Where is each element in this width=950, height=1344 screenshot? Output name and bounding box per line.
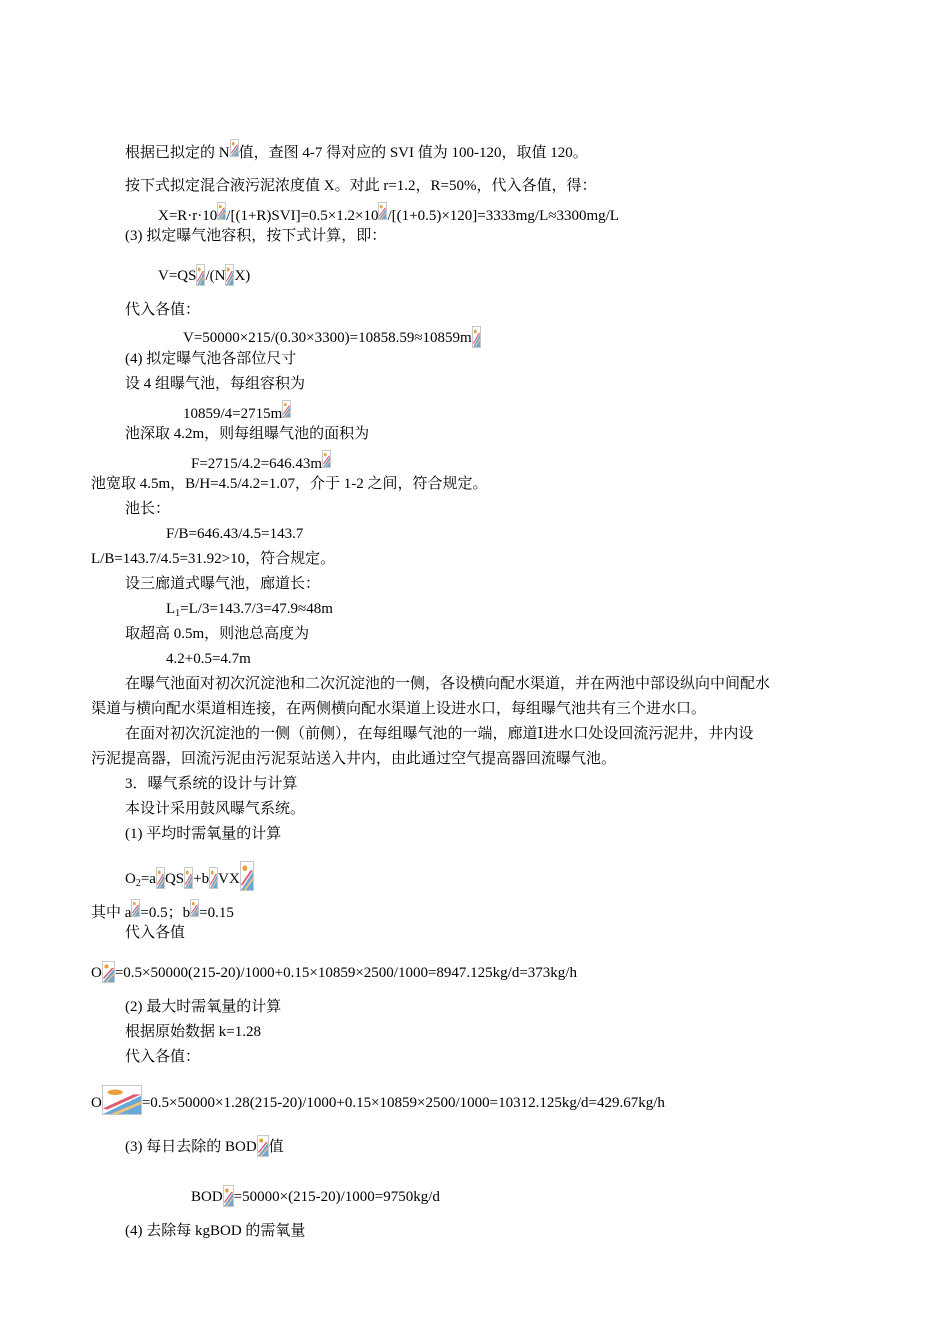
- text: 设 4 组曝气池，每组容积为: [125, 376, 306, 392]
- line-11: [125, 425, 369, 443]
- line-37: [191, 1185, 440, 1207]
- text: 设三廊道式曝气池，廊道长：: [125, 576, 321, 592]
- text: =0.5；b: [140, 905, 191, 921]
- text: (3) 每日去除的 BOD: [125, 1139, 257, 1155]
- broken-image-icon: [257, 1135, 269, 1157]
- broken-image-icon: [131, 899, 140, 917]
- subscript: 1: [175, 608, 181, 619]
- text: 4.2+0.5=4.7m: [166, 651, 251, 667]
- text: 3．曝气系统的设计与计算: [125, 776, 298, 792]
- line-27: [125, 825, 281, 843]
- line-8: [125, 350, 296, 368]
- text: L/B=143.7/4.5=31.92>10，符合规定。: [91, 551, 336, 567]
- text: 根据已拟定的 N: [125, 145, 230, 161]
- line-30: [125, 924, 185, 942]
- line-14: [125, 500, 170, 518]
- line-26: [125, 800, 305, 818]
- broken-image-icon: [102, 961, 115, 983]
- text: QS: [164, 871, 185, 887]
- line-4: [125, 227, 386, 245]
- text: F=2715/4.2=646.43m: [191, 456, 323, 472]
- text: 值: [268, 1139, 284, 1155]
- text: O: [91, 965, 102, 981]
- broken-image-icon: [217, 202, 226, 220]
- line-6: [125, 301, 200, 319]
- broken-image-icon: [102, 1085, 142, 1115]
- text: 10859/4=2715m: [183, 406, 283, 422]
- text: (4) 去除每 kgBOD 的需氧量: [125, 1223, 306, 1239]
- broken-image-icon: [230, 139, 239, 157]
- text: (2) 最大时需氧量的计算: [125, 999, 282, 1015]
- broken-image-icon: [378, 202, 387, 220]
- broken-image-icon: [225, 264, 234, 286]
- text: 代入各值: [125, 925, 186, 941]
- text: =a: [140, 871, 156, 887]
- line-32: [125, 998, 281, 1016]
- subscript: 2: [135, 878, 141, 889]
- broken-image-icon: [472, 326, 481, 348]
- text: O: [125, 871, 136, 887]
- line-25: [125, 775, 298, 793]
- text: L: [166, 601, 176, 617]
- text: =L/3=143.7/3=47.9≈48m: [180, 601, 333, 617]
- text: 在曝气池面对初次沉淀池和二次沉淀池的一侧，各设横向配水渠道，并在两池中部设纵向中间配水: [125, 676, 771, 692]
- line-38: [125, 1222, 305, 1240]
- text: +b: [193, 871, 210, 887]
- text: V=QS: [158, 268, 197, 284]
- line-7: [183, 326, 481, 348]
- line-16: [91, 550, 335, 568]
- line-1: [125, 139, 588, 162]
- text: 在面对初次沉淀池的一侧（前侧），在每组曝气池的一端，廊道Ⅰ进水口处设回流污泥井，井内设: [125, 726, 754, 742]
- line-22: [91, 700, 706, 718]
- line-36: [125, 1135, 284, 1157]
- broken-image-icon: [282, 400, 291, 418]
- text: F/B=646.43/4.5=143.7: [166, 526, 304, 542]
- text: 根据原始数据 k=1.28: [125, 1024, 261, 1040]
- text: X=R·r·10: [158, 208, 218, 224]
- line-2: [125, 177, 597, 195]
- broken-image-icon: [190, 899, 199, 917]
- broken-image-icon: [322, 450, 331, 468]
- line-15: [166, 525, 303, 543]
- text: 本设计采用鼓风曝气系统。: [125, 801, 306, 817]
- line-28: [125, 861, 254, 893]
- text: BOD: [191, 1189, 223, 1205]
- line-9: [125, 375, 305, 393]
- line-20: [166, 650, 251, 668]
- line-21: [125, 675, 770, 693]
- text: (4) 拟定曝气池各部位尺寸: [125, 351, 297, 367]
- broken-image-icon: [196, 264, 205, 286]
- line-31: [91, 961, 577, 983]
- broken-image-icon: [184, 867, 193, 889]
- text: 池长：: [125, 501, 171, 517]
- text: VX: [218, 871, 240, 887]
- text: /(N: [205, 268, 226, 284]
- line-33: [125, 1023, 261, 1041]
- text: /[(1+0.5)×120]=3333mg/L≈3300mg/L: [387, 208, 619, 224]
- text: =0.5×50000(215-20)/1000+0.15×10859×2500/1000=8947.125kg/d=373kg/h: [114, 965, 577, 981]
- line-29: [91, 899, 234, 922]
- line-13: [91, 475, 488, 493]
- line-17: [125, 575, 320, 593]
- broken-image-icon: [223, 1185, 234, 1207]
- broken-image-icon: [209, 867, 218, 889]
- text: 池宽取 4.5m，B/H=4.5/4.2=1.07，介于 1-2 之间，符合规定。: [91, 476, 488, 492]
- text: /[(1+R)SVI]=0.5×1.2×10: [226, 208, 379, 224]
- text: (1) 平均时需氧量的计算: [125, 826, 282, 842]
- line-3: [158, 202, 619, 225]
- text: 代入各值：: [125, 302, 201, 318]
- line-19: [125, 625, 309, 643]
- text: V=50000×215/(0.30×3300)=10858.59≈10859m: [183, 330, 472, 346]
- line-24: [91, 750, 616, 768]
- line-35: [91, 1085, 665, 1115]
- line-18: [166, 600, 333, 623]
- text: 代入各值：: [125, 1049, 201, 1065]
- text: X): [234, 268, 251, 284]
- text: =50000×(215-20)/1000=9750kg/d: [233, 1189, 440, 1205]
- text: 按下式拟定混合液污泥浓度值 X。对此 r=1.2，R=50%，代入各值，得：: [125, 178, 597, 194]
- text: 其中 a: [91, 905, 132, 921]
- broken-image-icon: [240, 861, 254, 891]
- text: 取超高 0.5m，则池总高度为: [125, 626, 310, 642]
- line-10: [183, 400, 291, 423]
- text: (3) 拟定曝气池容积，按下式计算，即：: [125, 228, 387, 244]
- line-12: [191, 450, 331, 473]
- text: =0.15: [199, 905, 234, 921]
- text: 污泥提高器，回流污泥由污泥泵站送入井内，由此通过空气提高器回流曝气池。: [91, 751, 617, 767]
- line-34: [125, 1048, 200, 1066]
- text: 值，查图 4-7 得对应的 SVI 值为 100-120，取值 120。: [238, 145, 588, 161]
- text: 池深取 4.2m，则每组曝气池的面积为: [125, 426, 370, 442]
- text: =0.5×50000×1.28(215-20)/1000+0.15×10859×2500/1000=10312.125kg/d=429.67kg/h: [141, 1095, 665, 1111]
- text: 渠道与横向配水渠道相连接，在两侧横向配水渠道上设进水口，每组曝气池共有三个进水口。: [91, 701, 707, 717]
- line-23: [125, 725, 753, 743]
- text: O: [91, 1095, 102, 1111]
- broken-image-icon: [156, 867, 165, 889]
- line-5: [158, 264, 250, 286]
